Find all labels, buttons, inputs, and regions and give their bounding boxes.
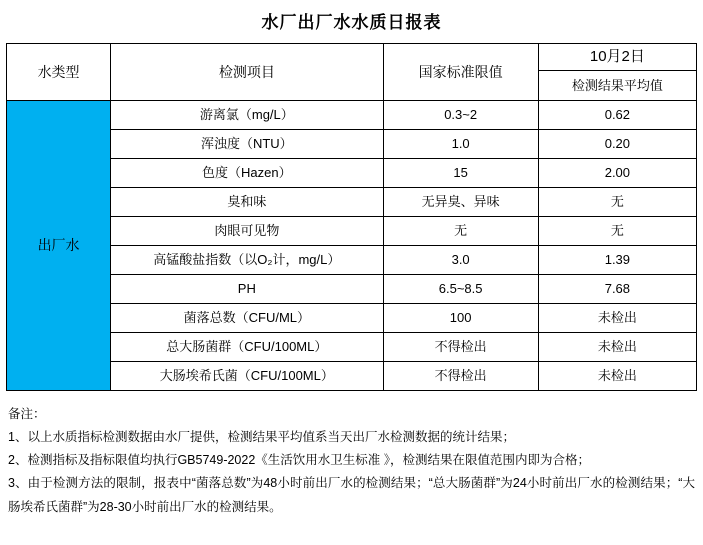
item-name: 游离氯（mg/L） <box>111 101 383 130</box>
item-name: 大肠埃希氏菌（CFU/100ML） <box>111 362 383 391</box>
header-water-type: 水类型 <box>7 44 111 101</box>
item-result: 0.20 <box>538 130 696 159</box>
item-result: 未检出 <box>538 304 696 333</box>
item-result: 7.68 <box>538 275 696 304</box>
item-result: 0.62 <box>538 101 696 130</box>
table-row <box>7 246 697 275</box>
item-name: 臭和味 <box>111 188 383 217</box>
item-name: 高锰酸盐指数（以O₂计，mg/L） <box>111 246 383 275</box>
header-result-average: 检测结果平均值 <box>538 71 696 101</box>
table-header-row <box>7 44 697 71</box>
item-standard: 0.3~2 <box>383 101 538 130</box>
notes-label: 备注： <box>8 407 46 421</box>
table-row <box>7 101 697 130</box>
table-row <box>7 304 697 333</box>
item-standard: 100 <box>383 304 538 333</box>
item-name: PH <box>111 275 383 304</box>
header-date: 10月2日 <box>538 44 696 71</box>
water-quality-table <box>6 43 697 391</box>
item-result: 2.00 <box>538 159 696 188</box>
item-name: 色度（Hazen） <box>111 159 383 188</box>
note-line-2: 2、检测指标及指标限值均执行GB5749-2022《生活饮用水卫生标准 》，检测结果在限值范围内即为合格； <box>8 453 591 468</box>
item-standard: 无异臭、异味 <box>383 188 538 217</box>
table-row <box>7 362 697 391</box>
water-type-value: 出厂水 <box>7 101 111 391</box>
item-name: 菌落总数（CFU/ML） <box>111 304 383 333</box>
item-standard: 1.0 <box>383 130 538 159</box>
notes-section <box>8 403 695 519</box>
item-standard: 不得检出 <box>383 333 538 362</box>
note-line-1: 1、以上水质指标检测数据由水厂提供，检测结果平均值系当天出厂水检测数据的统计结果； <box>8 430 515 445</box>
item-result: 未检出 <box>538 333 696 362</box>
item-name: 肉眼可见物 <box>111 217 383 246</box>
table-row <box>7 188 697 217</box>
item-result: 1.39 <box>538 246 696 275</box>
table-row <box>7 159 697 188</box>
table-row <box>7 275 697 304</box>
table-row <box>7 333 697 362</box>
table-row <box>7 130 697 159</box>
header-national-standard: 国家标准限值 <box>383 44 538 101</box>
item-result: 无 <box>538 217 696 246</box>
item-name: 浑浊度（NTU） <box>111 130 383 159</box>
item-standard: 不得检出 <box>383 362 538 391</box>
item-standard: 15 <box>383 159 538 188</box>
header-test-item: 检测项目 <box>111 44 383 101</box>
item-result: 无 <box>538 188 696 217</box>
item-standard: 无 <box>383 217 538 246</box>
item-name: 总大肠菌群（CFU/100ML） <box>111 333 383 362</box>
table-row <box>7 217 697 246</box>
item-standard: 3.0 <box>383 246 538 275</box>
note-line-3: 3、由于检测方法的限制，报表中“菌落总数”为48小时前出厂水的检测结果；“总大肠菌群”为24小时前出厂水的检测结果；“大肠埃希氏菌群”为28-30小时前出厂水的检测结果。 <box>8 476 695 514</box>
item-result: 未检出 <box>538 362 696 391</box>
item-standard: 6.5~8.5 <box>383 275 538 304</box>
page-title: 水厂出厂水水质日报表 <box>261 13 442 32</box>
